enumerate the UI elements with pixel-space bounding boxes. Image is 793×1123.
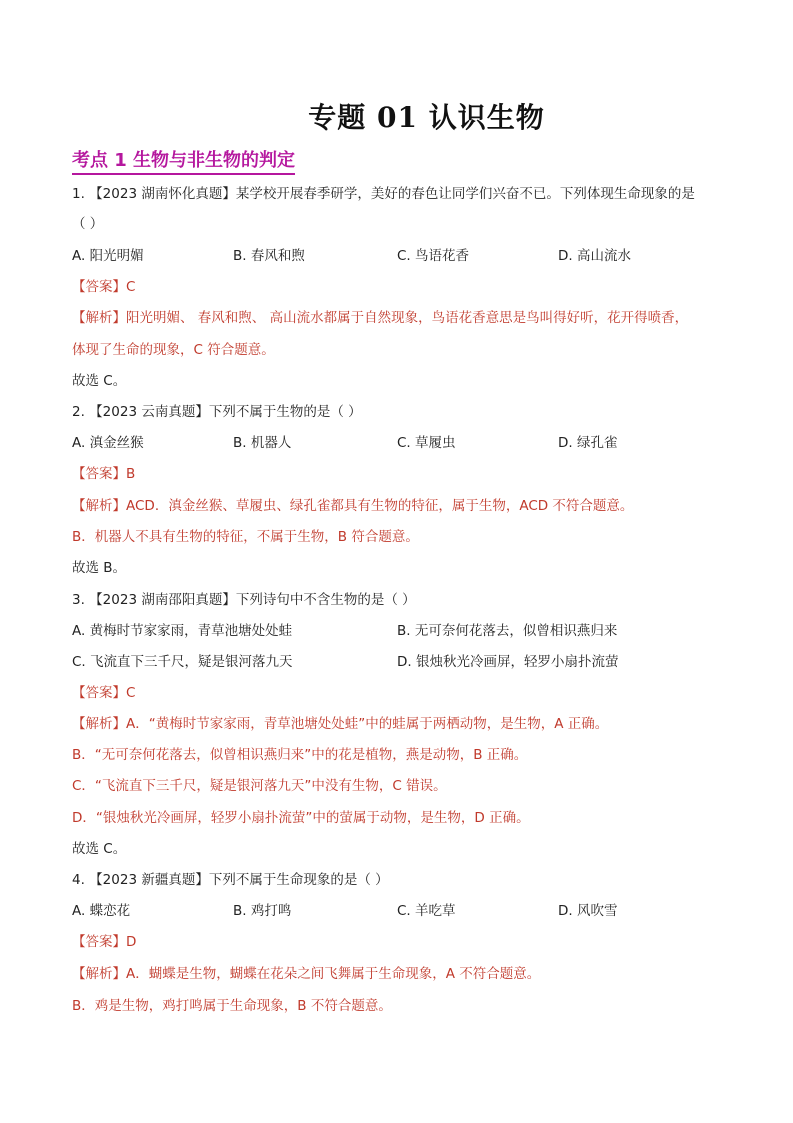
answer-tag: 【答案】 xyxy=(72,685,126,701)
analysis-tag: 【解析】 xyxy=(72,498,126,514)
answer-value: D xyxy=(126,934,137,950)
q2-option-a: A. 滇金丝猴 xyxy=(72,435,144,451)
q1-answer xyxy=(72,277,135,297)
analysis-tag: 【解析】 xyxy=(72,716,126,732)
q3-analysis-line-4: D．“银烛秋光冷画屏，轻罗小扇扑流萤”中的萤属于动物，是生物，D 正确。 xyxy=(72,810,530,826)
q3-analysis-line-2: B．“无可奈何花落去，似曾相识燕归来”中的花是植物，燕是动物，B 正确。 xyxy=(72,747,528,763)
q2-option-b: B. 机器人 xyxy=(233,435,292,451)
q1-stem: 1. 【2023 湖南怀化真题】某学校开展春季研学，美好的春色让同学们兴奋不已。下列体现生命现象的是 xyxy=(72,186,695,202)
q4-stem: 4. 【2023 新疆真题】下列不属于生命现象的是（ ） xyxy=(72,872,389,888)
q2-stem: 2. 【2023 云南真题】下列不属于生物的是（ ） xyxy=(72,404,362,420)
page-title: 专题 01 认识生物 xyxy=(308,101,545,134)
q1-analysis-line-1 xyxy=(72,308,688,328)
analysis-tag: 【解析】 xyxy=(72,310,126,326)
q1-option-a: A. 阳光明媚 xyxy=(72,248,144,264)
q3-answer xyxy=(72,683,135,703)
q2-option-d: D. 绿孔雀 xyxy=(558,435,618,451)
q4-option-c: C. 羊吃草 xyxy=(397,903,456,919)
q2-conclusion: 故选 B。 xyxy=(72,560,127,576)
analysis-text: A．“黄梅时节家家雨，青草池塘处处蛙”中的蛙属于两栖动物，是生物，A 正确。 xyxy=(126,716,609,732)
q1-option-c: C. 鸟语花香 xyxy=(397,248,470,264)
answer-tag: 【答案】 xyxy=(72,279,126,295)
q2-analysis-line-1 xyxy=(72,496,633,516)
answer-tag: 【答案】 xyxy=(72,466,126,482)
answer-value: C xyxy=(126,279,136,295)
q3-analysis-line-1 xyxy=(72,714,608,734)
q4-option-d: D. 风吹雪 xyxy=(558,903,618,919)
answer-value: C xyxy=(126,685,136,701)
q4-analysis-line-2: B．鸡是生物，鸡打鸣属于生命现象，B 不符合题意。 xyxy=(72,998,392,1014)
q2-answer xyxy=(72,464,135,484)
answer-value: B xyxy=(126,466,136,482)
q3-option-d: D. 银烛秋光冷画屏，轻罗小扇扑流萤 xyxy=(397,654,619,670)
q2-analysis-line-2: B．机器人不具有生物的特征，不属于生物，B 符合题意。 xyxy=(72,529,419,545)
analysis-tag: 【解析】 xyxy=(72,966,126,982)
q3-option-b: B. 无可奈何花落去，似曾相识燕归来 xyxy=(397,623,618,639)
q4-option-a: A. 蝶恋花 xyxy=(72,903,131,919)
q1-analysis-line-2: 体现了生命的现象，C 符合题意。 xyxy=(72,342,275,358)
q3-stem: 3. 【2023 湖南邵阳真题】下列诗句中不含生物的是（ ） xyxy=(72,592,416,608)
q1-option-d: D. 高山流水 xyxy=(558,248,631,264)
analysis-text: 阳光明媚、 春风和煦、 高山流水都属于自然现象，鸟语花香意思是鸟叫得好听，花开得喷香， xyxy=(126,310,689,326)
answer-tag: 【答案】 xyxy=(72,934,126,950)
q4-option-b: B. 鸡打鸣 xyxy=(233,903,292,919)
q3-conclusion: 故选 C。 xyxy=(72,841,127,857)
q1-option-b: B. 春风和煦 xyxy=(233,248,305,264)
q1-conclusion: 故选 C。 xyxy=(72,373,127,389)
q4-analysis-line-1 xyxy=(72,964,540,984)
q3-analysis-line-3: C．“飞流直下三千尺，疑是银河落九天”中没有生物，C 错误。 xyxy=(72,778,447,794)
q3-option-a: A. 黄梅时节家家雨，青草池塘处处蛙 xyxy=(72,623,293,639)
q2-option-c: C. 草履虫 xyxy=(397,435,456,451)
section-heading: 考点 1 生物与非生物的判定 xyxy=(72,146,295,175)
analysis-text: ACD．滇金丝猴、草履虫、绿孔雀都具有生物的特征，属于生物，ACD 不符合题意。 xyxy=(126,498,634,514)
q4-answer xyxy=(72,932,136,952)
q3-option-c: C. 飞流直下三千尺，疑是银河落九天 xyxy=(72,654,293,670)
analysis-text: A．蝴蝶是生物，蝴蝶在花朵之间飞舞属于生命现象，A 不符合题意。 xyxy=(126,966,541,982)
q1-stem-blank: （ ） xyxy=(72,216,104,232)
